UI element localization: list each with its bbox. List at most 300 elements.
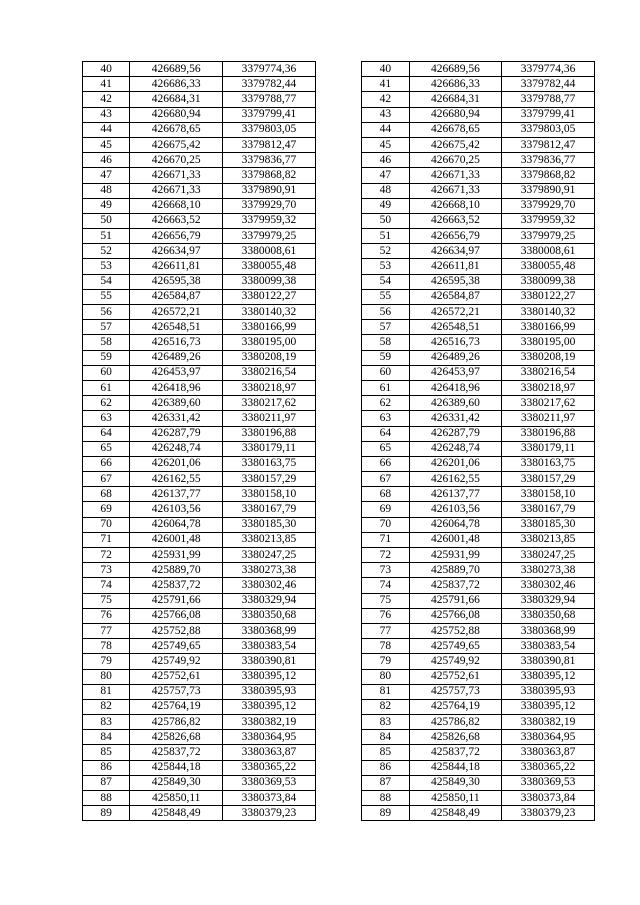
left-y-coordinate-cell: 3380196,88 xyxy=(223,426,316,441)
right-y-coordinate-cell: 3379812,47 xyxy=(502,137,595,152)
left-x-coordinate-cell: 426248,74 xyxy=(130,441,223,456)
left-point-number-cell: 73 xyxy=(83,563,130,578)
right-x-coordinate-cell: 426671,33 xyxy=(409,168,502,183)
right-point-number-cell: 89 xyxy=(362,806,409,821)
right-x-coordinate-cell: 426680,94 xyxy=(409,107,502,122)
right-x-coordinate-cell: 425826,68 xyxy=(409,730,502,745)
column-gap xyxy=(315,62,361,77)
right-x-coordinate-cell: 425848,49 xyxy=(409,806,502,821)
right-point-number-cell: 84 xyxy=(362,730,409,745)
column-gap xyxy=(315,563,361,578)
right-point-number-cell: 66 xyxy=(362,456,409,471)
left-point-number-cell: 40 xyxy=(83,62,130,77)
table-row xyxy=(83,77,595,92)
column-gap xyxy=(315,137,361,152)
table-row xyxy=(83,335,595,350)
table-row xyxy=(83,715,595,730)
right-x-coordinate-cell: 426663,52 xyxy=(409,213,502,228)
column-gap xyxy=(315,213,361,228)
left-x-coordinate-cell: 426611,81 xyxy=(130,259,223,274)
right-x-coordinate-cell: 426668,10 xyxy=(409,198,502,213)
left-point-number-cell: 86 xyxy=(83,760,130,775)
left-y-coordinate-cell: 3380379,23 xyxy=(223,806,316,821)
left-y-coordinate-cell: 3380195,00 xyxy=(223,335,316,350)
right-point-number-cell: 74 xyxy=(362,578,409,593)
right-x-coordinate-cell: 426572,21 xyxy=(409,305,502,320)
column-gap xyxy=(315,411,361,426)
left-point-number-cell: 59 xyxy=(83,350,130,365)
column-gap xyxy=(315,441,361,456)
right-x-coordinate-cell: 426686,33 xyxy=(409,77,502,92)
right-x-coordinate-cell: 426670,25 xyxy=(409,153,502,168)
left-y-coordinate-cell: 3380369,53 xyxy=(223,775,316,790)
right-point-number-cell: 43 xyxy=(362,107,409,122)
right-y-coordinate-cell: 3380329,94 xyxy=(502,593,595,608)
left-point-number-cell: 48 xyxy=(83,183,130,198)
right-point-number-cell: 59 xyxy=(362,350,409,365)
table-row xyxy=(83,92,595,107)
left-y-coordinate-cell: 3380329,94 xyxy=(223,593,316,608)
table-row xyxy=(83,517,595,532)
left-point-number-cell: 53 xyxy=(83,259,130,274)
left-x-coordinate-cell: 426634,97 xyxy=(130,244,223,259)
left-y-coordinate-cell: 3380302,46 xyxy=(223,578,316,593)
left-x-coordinate-cell: 426671,33 xyxy=(130,168,223,183)
column-gap xyxy=(315,578,361,593)
right-point-number-cell: 56 xyxy=(362,305,409,320)
right-point-number-cell: 55 xyxy=(362,289,409,304)
right-point-number-cell: 54 xyxy=(362,274,409,289)
left-x-coordinate-cell: 425848,49 xyxy=(130,806,223,821)
right-y-coordinate-cell: 3380158,10 xyxy=(502,487,595,502)
table-row xyxy=(83,472,595,487)
table-row xyxy=(83,684,595,699)
right-point-number-cell: 76 xyxy=(362,608,409,623)
left-x-coordinate-cell: 425837,72 xyxy=(130,745,223,760)
left-x-coordinate-cell: 426389,60 xyxy=(130,396,223,411)
right-x-coordinate-cell: 425849,30 xyxy=(409,775,502,790)
table-row xyxy=(83,396,595,411)
right-x-coordinate-cell: 425889,70 xyxy=(409,563,502,578)
right-y-coordinate-cell: 3380369,53 xyxy=(502,775,595,790)
right-y-coordinate-cell: 3380166,99 xyxy=(502,320,595,335)
left-y-coordinate-cell: 3380216,54 xyxy=(223,365,316,380)
left-y-coordinate-cell: 3379774,36 xyxy=(223,62,316,77)
right-x-coordinate-cell: 426001,48 xyxy=(409,532,502,547)
right-point-number-cell: 50 xyxy=(362,213,409,228)
right-x-coordinate-cell: 426331,42 xyxy=(409,411,502,426)
right-x-coordinate-cell: 426611,81 xyxy=(409,259,502,274)
column-gap xyxy=(315,623,361,638)
left-point-number-cell: 45 xyxy=(83,137,130,152)
left-y-coordinate-cell: 3379890,91 xyxy=(223,183,316,198)
column-gap xyxy=(315,350,361,365)
column-gap xyxy=(315,92,361,107)
right-y-coordinate-cell: 3380208,19 xyxy=(502,350,595,365)
left-y-coordinate-cell: 3380167,79 xyxy=(223,502,316,517)
left-x-coordinate-cell: 425791,66 xyxy=(130,593,223,608)
right-y-coordinate-cell: 3380167,79 xyxy=(502,502,595,517)
left-x-coordinate-cell: 426663,52 xyxy=(130,213,223,228)
right-y-coordinate-cell: 3380140,32 xyxy=(502,305,595,320)
right-x-coordinate-cell: 425791,66 xyxy=(409,593,502,608)
left-x-coordinate-cell: 425931,99 xyxy=(130,548,223,563)
column-gap xyxy=(315,548,361,563)
right-point-number-cell: 82 xyxy=(362,699,409,714)
column-gap xyxy=(315,198,361,213)
column-gap xyxy=(315,426,361,441)
right-y-coordinate-cell: 3380390,81 xyxy=(502,654,595,669)
table-row xyxy=(83,229,595,244)
right-y-coordinate-cell: 3379979,25 xyxy=(502,229,595,244)
left-point-number-cell: 62 xyxy=(83,396,130,411)
right-point-number-cell: 86 xyxy=(362,760,409,775)
right-x-coordinate-cell: 426489,26 xyxy=(409,350,502,365)
right-x-coordinate-cell: 426453,97 xyxy=(409,365,502,380)
right-y-coordinate-cell: 3379803,05 xyxy=(502,122,595,137)
right-x-coordinate-cell: 426548,51 xyxy=(409,320,502,335)
right-point-number-cell: 45 xyxy=(362,137,409,152)
left-x-coordinate-cell: 425826,68 xyxy=(130,730,223,745)
column-gap xyxy=(315,654,361,669)
left-point-number-cell: 82 xyxy=(83,699,130,714)
left-x-coordinate-cell: 426287,79 xyxy=(130,426,223,441)
column-gap xyxy=(315,487,361,502)
column-gap xyxy=(315,791,361,806)
right-point-number-cell: 88 xyxy=(362,791,409,806)
right-x-coordinate-cell: 426389,60 xyxy=(409,396,502,411)
left-point-number-cell: 74 xyxy=(83,578,130,593)
left-x-coordinate-cell: 426680,94 xyxy=(130,107,223,122)
right-x-coordinate-cell: 426103,56 xyxy=(409,502,502,517)
right-point-number-cell: 69 xyxy=(362,502,409,517)
column-gap xyxy=(315,760,361,775)
left-x-coordinate-cell: 425749,65 xyxy=(130,639,223,654)
column-gap xyxy=(315,168,361,183)
left-y-coordinate-cell: 3380363,87 xyxy=(223,745,316,760)
left-y-coordinate-cell: 3380350,68 xyxy=(223,608,316,623)
right-x-coordinate-cell: 426201,06 xyxy=(409,456,502,471)
right-y-coordinate-cell: 3379788,77 xyxy=(502,92,595,107)
left-y-coordinate-cell: 3380217,62 xyxy=(223,396,316,411)
left-y-coordinate-cell: 3380055,48 xyxy=(223,259,316,274)
left-y-coordinate-cell: 3379929,70 xyxy=(223,198,316,213)
left-point-number-cell: 56 xyxy=(83,305,130,320)
table-row xyxy=(83,745,595,760)
column-gap xyxy=(315,730,361,745)
table-row xyxy=(83,791,595,806)
table-row xyxy=(83,608,595,623)
right-y-coordinate-cell: 3380395,12 xyxy=(502,669,595,684)
right-x-coordinate-cell: 426584,87 xyxy=(409,289,502,304)
right-point-number-cell: 70 xyxy=(362,517,409,532)
column-gap xyxy=(315,806,361,821)
left-point-number-cell: 77 xyxy=(83,623,130,638)
left-point-number-cell: 50 xyxy=(83,213,130,228)
left-point-number-cell: 57 xyxy=(83,320,130,335)
left-point-number-cell: 88 xyxy=(83,791,130,806)
left-point-number-cell: 68 xyxy=(83,487,130,502)
column-gap xyxy=(315,669,361,684)
right-x-coordinate-cell: 426675,42 xyxy=(409,137,502,152)
right-point-number-cell: 47 xyxy=(362,168,409,183)
left-y-coordinate-cell: 3380395,12 xyxy=(223,669,316,684)
right-point-number-cell: 41 xyxy=(362,77,409,92)
right-point-number-cell: 63 xyxy=(362,411,409,426)
left-x-coordinate-cell: 425752,88 xyxy=(130,623,223,638)
left-x-coordinate-cell: 426201,06 xyxy=(130,456,223,471)
left-point-number-cell: 84 xyxy=(83,730,130,745)
right-y-coordinate-cell: 3380365,22 xyxy=(502,760,595,775)
left-point-number-cell: 58 xyxy=(83,335,130,350)
table-row xyxy=(83,350,595,365)
column-gap xyxy=(315,532,361,547)
column-gap xyxy=(315,122,361,137)
column-gap xyxy=(315,183,361,198)
left-point-number-cell: 55 xyxy=(83,289,130,304)
column-gap xyxy=(315,517,361,532)
left-x-coordinate-cell: 426453,97 xyxy=(130,365,223,380)
table-row xyxy=(83,730,595,745)
column-gap xyxy=(315,365,361,380)
coordinates-table xyxy=(82,61,595,821)
left-x-coordinate-cell: 426572,21 xyxy=(130,305,223,320)
right-x-coordinate-cell: 425766,08 xyxy=(409,608,502,623)
right-x-coordinate-cell: 426689,56 xyxy=(409,62,502,77)
left-y-coordinate-cell: 3380179,11 xyxy=(223,441,316,456)
column-gap xyxy=(315,639,361,654)
right-x-coordinate-cell: 426248,74 xyxy=(409,441,502,456)
left-x-coordinate-cell: 425752,61 xyxy=(130,669,223,684)
right-point-number-cell: 80 xyxy=(362,669,409,684)
left-x-coordinate-cell: 425849,30 xyxy=(130,775,223,790)
table-row xyxy=(83,153,595,168)
left-x-coordinate-cell: 426516,73 xyxy=(130,335,223,350)
right-y-coordinate-cell: 3379782,44 xyxy=(502,77,595,92)
table-row xyxy=(83,168,595,183)
table-row xyxy=(83,107,595,122)
right-point-number-cell: 85 xyxy=(362,745,409,760)
right-x-coordinate-cell: 425837,72 xyxy=(409,745,502,760)
right-point-number-cell: 75 xyxy=(362,593,409,608)
right-x-coordinate-cell: 426671,33 xyxy=(409,183,502,198)
column-gap xyxy=(315,274,361,289)
right-point-number-cell: 78 xyxy=(362,639,409,654)
right-y-coordinate-cell: 3380195,00 xyxy=(502,335,595,350)
left-x-coordinate-cell: 426668,10 xyxy=(130,198,223,213)
right-point-number-cell: 73 xyxy=(362,563,409,578)
right-y-coordinate-cell: 3379890,91 xyxy=(502,183,595,198)
right-y-coordinate-cell: 3379836,77 xyxy=(502,153,595,168)
left-point-number-cell: 87 xyxy=(83,775,130,790)
table-row xyxy=(83,380,595,395)
table-row xyxy=(83,137,595,152)
right-x-coordinate-cell: 426137,77 xyxy=(409,487,502,502)
left-point-number-cell: 43 xyxy=(83,107,130,122)
right-y-coordinate-cell: 3380157,29 xyxy=(502,472,595,487)
column-gap xyxy=(315,472,361,487)
column-gap xyxy=(315,289,361,304)
right-x-coordinate-cell: 426678,65 xyxy=(409,122,502,137)
table-row xyxy=(83,183,595,198)
left-x-coordinate-cell: 426670,25 xyxy=(130,153,223,168)
left-x-coordinate-cell: 426137,77 xyxy=(130,487,223,502)
right-x-coordinate-cell: 425837,72 xyxy=(409,578,502,593)
left-y-coordinate-cell: 3379836,77 xyxy=(223,153,316,168)
left-point-number-cell: 60 xyxy=(83,365,130,380)
right-point-number-cell: 68 xyxy=(362,487,409,502)
left-y-coordinate-cell: 3379812,47 xyxy=(223,137,316,152)
left-x-coordinate-cell: 426418,96 xyxy=(130,380,223,395)
left-point-number-cell: 76 xyxy=(83,608,130,623)
right-x-coordinate-cell: 425764,19 xyxy=(409,699,502,714)
left-x-coordinate-cell: 426064,78 xyxy=(130,517,223,532)
right-y-coordinate-cell: 3380163,75 xyxy=(502,456,595,471)
column-gap xyxy=(315,608,361,623)
right-y-coordinate-cell: 3380373,84 xyxy=(502,791,595,806)
column-gap xyxy=(315,335,361,350)
left-y-coordinate-cell: 3380122,27 xyxy=(223,289,316,304)
right-x-coordinate-cell: 425752,61 xyxy=(409,669,502,684)
left-y-coordinate-cell: 3380099,38 xyxy=(223,274,316,289)
left-x-coordinate-cell: 426548,51 xyxy=(130,320,223,335)
right-y-coordinate-cell: 3380302,46 xyxy=(502,578,595,593)
left-point-number-cell: 61 xyxy=(83,380,130,395)
left-point-number-cell: 71 xyxy=(83,532,130,547)
left-point-number-cell: 49 xyxy=(83,198,130,213)
right-y-coordinate-cell: 3379799,41 xyxy=(502,107,595,122)
right-x-coordinate-cell: 425850,11 xyxy=(409,791,502,806)
left-y-coordinate-cell: 3379782,44 xyxy=(223,77,316,92)
right-x-coordinate-cell: 426595,38 xyxy=(409,274,502,289)
table-row xyxy=(83,775,595,790)
left-point-number-cell: 64 xyxy=(83,426,130,441)
left-x-coordinate-cell: 425844,18 xyxy=(130,760,223,775)
right-y-coordinate-cell: 3379959,32 xyxy=(502,213,595,228)
right-point-number-cell: 72 xyxy=(362,548,409,563)
right-y-coordinate-cell: 3379868,82 xyxy=(502,168,595,183)
right-y-coordinate-cell: 3380008,61 xyxy=(502,244,595,259)
column-gap xyxy=(315,456,361,471)
column-gap xyxy=(315,380,361,395)
left-x-coordinate-cell: 425757,73 xyxy=(130,684,223,699)
right-x-coordinate-cell: 426634,97 xyxy=(409,244,502,259)
right-point-number-cell: 42 xyxy=(362,92,409,107)
left-point-number-cell: 51 xyxy=(83,229,130,244)
left-x-coordinate-cell: 426489,26 xyxy=(130,350,223,365)
left-x-coordinate-cell: 426001,48 xyxy=(130,532,223,547)
left-x-coordinate-cell: 425766,08 xyxy=(130,608,223,623)
table-row xyxy=(83,122,595,137)
table-row xyxy=(83,548,595,563)
right-point-number-cell: 71 xyxy=(362,532,409,547)
right-point-number-cell: 58 xyxy=(362,335,409,350)
right-y-coordinate-cell: 3380217,62 xyxy=(502,396,595,411)
right-point-number-cell: 65 xyxy=(362,441,409,456)
right-point-number-cell: 48 xyxy=(362,183,409,198)
right-y-coordinate-cell: 3380395,93 xyxy=(502,684,595,699)
left-y-coordinate-cell: 3380395,93 xyxy=(223,684,316,699)
right-point-number-cell: 79 xyxy=(362,654,409,669)
left-x-coordinate-cell: 426686,33 xyxy=(130,77,223,92)
left-x-coordinate-cell: 426678,65 xyxy=(130,122,223,137)
column-gap xyxy=(315,320,361,335)
left-point-number-cell: 42 xyxy=(83,92,130,107)
left-y-coordinate-cell: 3380185,30 xyxy=(223,517,316,532)
column-gap xyxy=(315,244,361,259)
column-gap xyxy=(315,305,361,320)
right-point-number-cell: 40 xyxy=(362,62,409,77)
left-x-coordinate-cell: 425850,11 xyxy=(130,791,223,806)
right-point-number-cell: 83 xyxy=(362,715,409,730)
right-y-coordinate-cell: 3380382,19 xyxy=(502,715,595,730)
left-y-coordinate-cell: 3380373,84 xyxy=(223,791,316,806)
right-y-coordinate-cell: 3380350,68 xyxy=(502,608,595,623)
left-y-coordinate-cell: 3380008,61 xyxy=(223,244,316,259)
right-point-number-cell: 77 xyxy=(362,623,409,638)
right-y-coordinate-cell: 3380383,54 xyxy=(502,639,595,654)
table-row xyxy=(83,274,595,289)
right-y-coordinate-cell: 3380099,38 xyxy=(502,274,595,289)
table-row xyxy=(83,487,595,502)
left-point-number-cell: 79 xyxy=(83,654,130,669)
right-point-number-cell: 57 xyxy=(362,320,409,335)
right-y-coordinate-cell: 3380211,97 xyxy=(502,411,595,426)
right-point-number-cell: 52 xyxy=(362,244,409,259)
table-row xyxy=(83,198,595,213)
left-point-number-cell: 80 xyxy=(83,669,130,684)
left-x-coordinate-cell: 426331,42 xyxy=(130,411,223,426)
table-row xyxy=(83,532,595,547)
left-x-coordinate-cell: 426671,33 xyxy=(130,183,223,198)
left-x-coordinate-cell: 426103,56 xyxy=(130,502,223,517)
column-gap xyxy=(315,684,361,699)
left-point-number-cell: 78 xyxy=(83,639,130,654)
left-y-coordinate-cell: 3380368,99 xyxy=(223,623,316,638)
right-point-number-cell: 60 xyxy=(362,365,409,380)
right-y-coordinate-cell: 3380218,97 xyxy=(502,380,595,395)
left-point-number-cell: 89 xyxy=(83,806,130,821)
table-row xyxy=(83,441,595,456)
table-row xyxy=(83,654,595,669)
right-y-coordinate-cell: 3380395,12 xyxy=(502,699,595,714)
right-y-coordinate-cell: 3380364,95 xyxy=(502,730,595,745)
column-gap xyxy=(315,259,361,274)
table-row xyxy=(83,365,595,380)
table-row xyxy=(83,244,595,259)
right-point-number-cell: 87 xyxy=(362,775,409,790)
left-point-number-cell: 83 xyxy=(83,715,130,730)
left-point-number-cell: 44 xyxy=(83,122,130,137)
right-y-coordinate-cell: 3380379,23 xyxy=(502,806,595,821)
right-x-coordinate-cell: 426684,31 xyxy=(409,92,502,107)
right-x-coordinate-cell: 426656,79 xyxy=(409,229,502,244)
column-gap xyxy=(315,745,361,760)
column-gap xyxy=(315,396,361,411)
right-x-coordinate-cell: 426064,78 xyxy=(409,517,502,532)
left-y-coordinate-cell: 3380211,97 xyxy=(223,411,316,426)
left-point-number-cell: 41 xyxy=(83,77,130,92)
left-y-coordinate-cell: 3380166,99 xyxy=(223,320,316,335)
right-y-coordinate-cell: 3380363,87 xyxy=(502,745,595,760)
left-y-coordinate-cell: 3380213,85 xyxy=(223,532,316,547)
right-y-coordinate-cell: 3379929,70 xyxy=(502,198,595,213)
left-y-coordinate-cell: 3380163,75 xyxy=(223,456,316,471)
left-y-coordinate-cell: 3379799,41 xyxy=(223,107,316,122)
left-x-coordinate-cell: 425764,19 xyxy=(130,699,223,714)
table-row xyxy=(83,699,595,714)
table-row xyxy=(83,806,595,821)
